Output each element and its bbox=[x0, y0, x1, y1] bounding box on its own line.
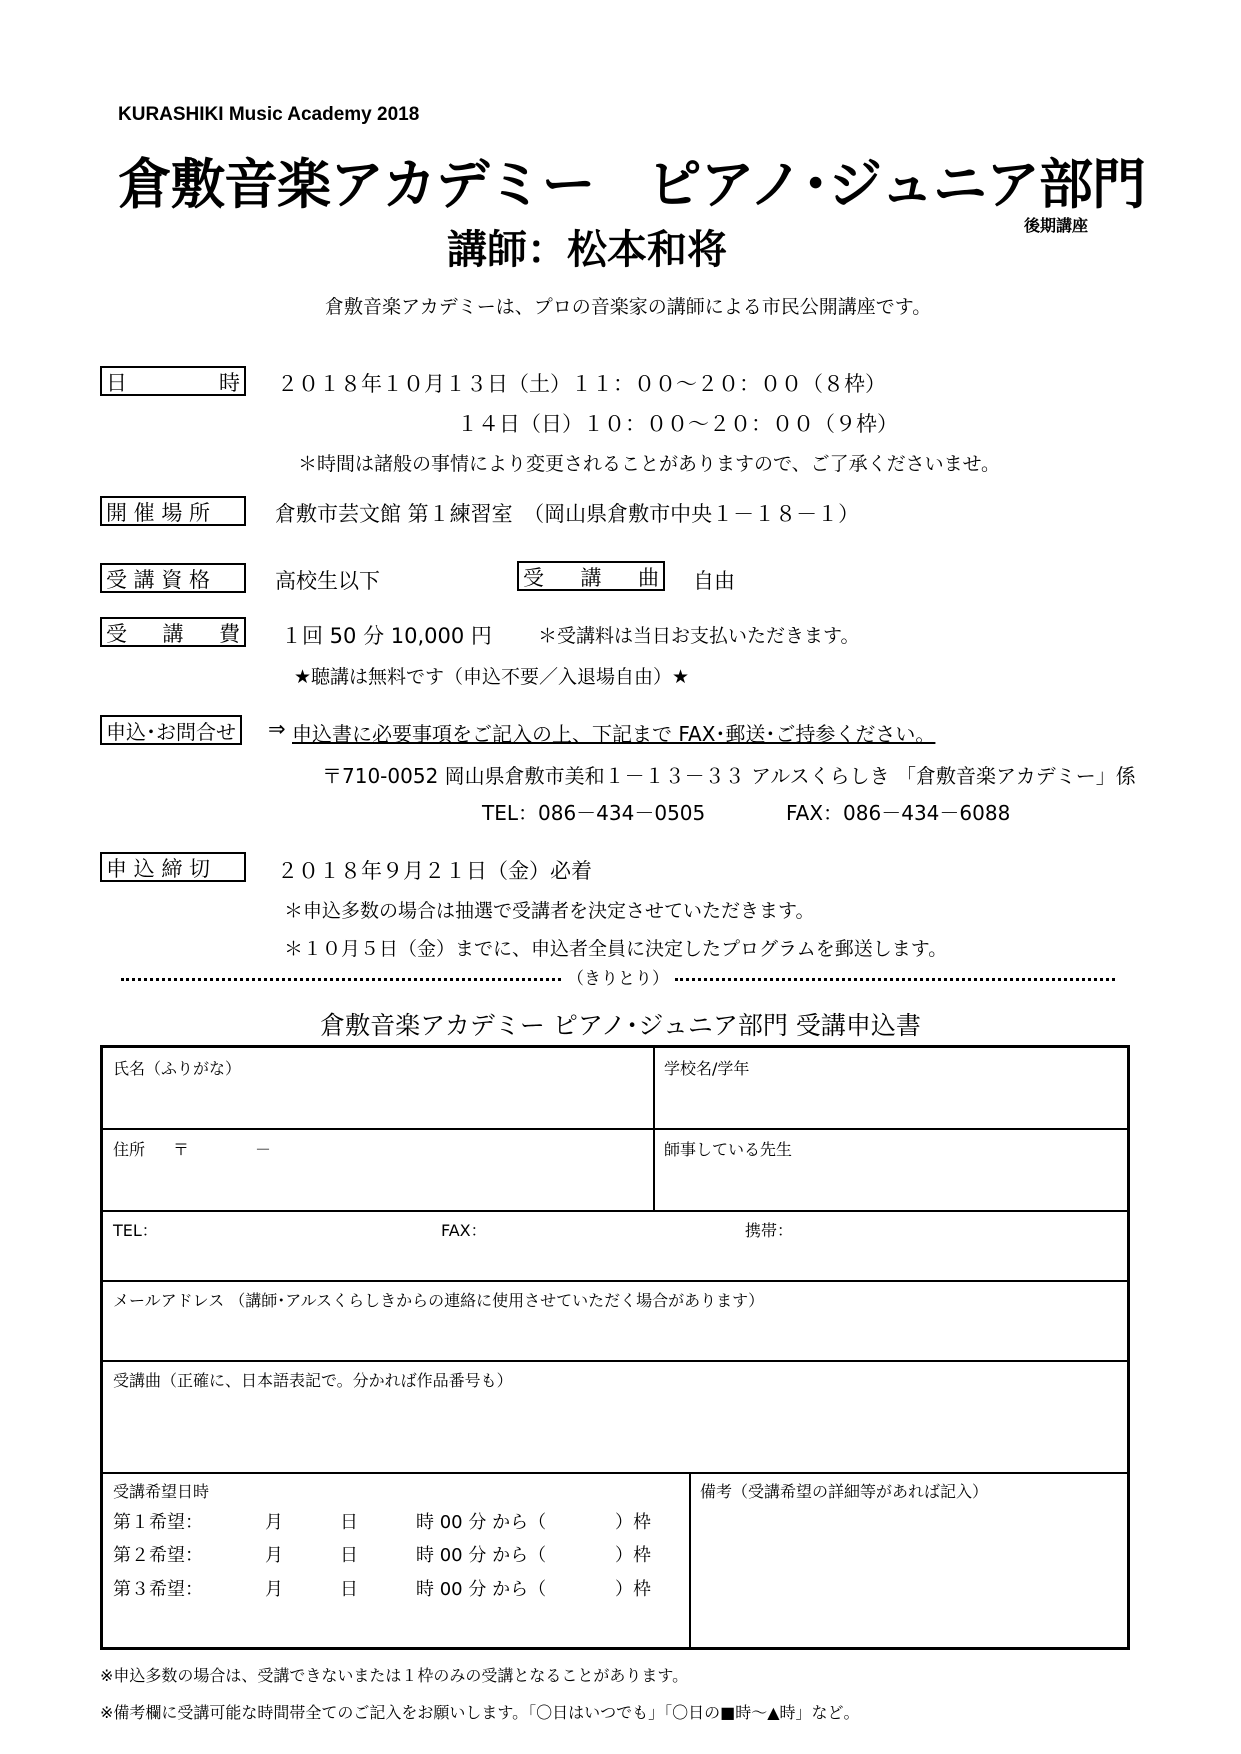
datetime-label-b: 時 bbox=[219, 371, 240, 395]
wish-title: 受講希望日時 bbox=[113, 1482, 210, 1501]
wish-3-label: 第３希望： bbox=[113, 1579, 203, 1600]
fee-note2: ★聴講は無料です（申込不要／入退場自由）★ bbox=[294, 666, 690, 688]
wish-3-day[interactable]: 日 bbox=[340, 1579, 358, 1600]
qualification-label: 受 講 資 格 bbox=[100, 563, 246, 593]
inquiry-fax: FAX：086－434－6088 bbox=[786, 801, 1011, 825]
qualification-text: 高校生以下 bbox=[275, 569, 380, 593]
fee-label-a: 受 bbox=[106, 622, 127, 646]
wish-3-frame[interactable]: ）枠 bbox=[615, 1579, 651, 1600]
name-field-label[interactable]: 氏名（ふりがな） bbox=[113, 1059, 242, 1078]
wish-1-time[interactable]: 時 00 分 から（ bbox=[416, 1512, 547, 1533]
wish-1-frame[interactable]: ）枠 bbox=[615, 1512, 651, 1533]
form-title: 倉敷音楽アカデミー ピアノ･ジュニア部門 受講申込書 bbox=[320, 1011, 921, 1040]
datetime-note: ＊時間は諸般の事情により変更されることがありますので、ご了承くださいませ。 bbox=[298, 453, 1001, 475]
intro-text: 倉敷音楽アカデミーは、プロの音楽家の講師による市民公開講座です。 bbox=[325, 296, 932, 318]
datetime-label-a: 日 bbox=[106, 371, 127, 395]
fee-label-b: 講 bbox=[162, 622, 184, 646]
piece-label bbox=[517, 561, 665, 591]
datetime-label bbox=[100, 366, 246, 396]
cut-label: （きりとり） bbox=[567, 969, 669, 989]
wish-2-time[interactable]: 時 00 分 から（ bbox=[416, 1545, 547, 1566]
piece-label-a: 受 bbox=[523, 566, 544, 590]
dotted-line-left bbox=[121, 978, 561, 981]
email-field-label[interactable]: メールアドレス （講師･アルスくらしきからの連絡に使用させていただく場合があります） bbox=[113, 1291, 765, 1310]
fee-label-c: 費 bbox=[219, 622, 240, 646]
address-field-label[interactable]: 住所 bbox=[113, 1140, 146, 1159]
form-col-divider-2 bbox=[689, 1472, 691, 1650]
remarks-field-label[interactable]: 備考（受講希望の詳細等があれば記入） bbox=[700, 1482, 989, 1501]
wish-3-time[interactable]: 時 00 分 から（ bbox=[416, 1579, 547, 1600]
wish-1-month[interactable]: 月 bbox=[265, 1512, 283, 1533]
form-row-divider-1 bbox=[103, 1128, 1127, 1130]
inquiry-tel: TEL：086－434－0505 bbox=[482, 801, 706, 825]
venue-label: 開 催 場 所 bbox=[100, 496, 246, 526]
deadline-text: ２０１８年９月２１日（金）必着 bbox=[277, 859, 592, 883]
wish-2-month[interactable]: 月 bbox=[265, 1545, 283, 1566]
lecturer-name: 講師：松本和将 bbox=[447, 227, 727, 273]
wish-2-frame[interactable]: ）枠 bbox=[615, 1545, 651, 1566]
deadline-note2: ＊１０月５日（金）までに、申込者全員に決定したプログラムを郵送します。 bbox=[284, 938, 948, 960]
fee-label bbox=[100, 617, 246, 647]
wish-2-label: 第２希望： bbox=[113, 1545, 203, 1566]
postal-dash: － bbox=[255, 1140, 272, 1159]
footnote-2: ※備考欄に受講可能な時間帯全てのご記入をお願いします。「〇日はいつでも」「〇日の■時～▲時」など。 bbox=[100, 1703, 860, 1722]
fee-note: ＊受講料は当日お支払いただきます。 bbox=[538, 625, 860, 647]
datetime-line2: １４日（日）１０：００～２０：００（９枠） bbox=[457, 412, 898, 436]
inquiry-arrow: ⇒ bbox=[268, 717, 286, 741]
piece-field-label[interactable]: 受講曲（正確に、日本語表記で。分かれば作品番号も） bbox=[113, 1371, 513, 1390]
english-title: KURASHIKI Music Academy 2018 bbox=[118, 104, 420, 125]
inquiry-text: 申込書に必要事項をご記入の上、下記まで FAX･郵送･ご持参ください。 bbox=[292, 722, 936, 746]
application-form bbox=[100, 1045, 1130, 1650]
form-row-divider-3 bbox=[103, 1280, 1127, 1282]
dotted-line-right bbox=[675, 978, 1115, 981]
cut-divider bbox=[98, 964, 1138, 989]
form-row-divider-5 bbox=[103, 1472, 1127, 1474]
form-row-divider-4 bbox=[103, 1360, 1127, 1362]
inquiry-label: 申込･お問合せ bbox=[100, 715, 242, 745]
main-title: 倉敷音楽アカデミー ピアノ･ジュニア部門 bbox=[118, 153, 1146, 216]
school-field-label[interactable]: 学校名/学年 bbox=[664, 1059, 750, 1078]
datetime-line1: ２０１８年１０月１３日（土）１１：００～２０：００（８枠） bbox=[277, 372, 886, 396]
form-row-divider-2 bbox=[103, 1210, 1127, 1212]
inquiry-address: 〒710-0052 岡山県倉敷市美和１－１３－３３ アルスくらしき 「倉敷音楽アカデミー」係 bbox=[322, 764, 1136, 788]
fax-field-label[interactable]: FAX： bbox=[441, 1221, 487, 1240]
tel-field-label[interactable]: TEL： bbox=[113, 1221, 158, 1240]
postal-mark: 〒 bbox=[173, 1140, 190, 1159]
piece-text: 自由 bbox=[693, 569, 735, 593]
deadline-note1: ＊申込多数の場合は抽選で受講者を決定させていただきます。 bbox=[284, 900, 815, 922]
deadline-label: 申 込 締 切 bbox=[100, 852, 246, 882]
mobile-field-label[interactable]: 携帯： bbox=[745, 1221, 794, 1240]
wish-1-label: 第１希望： bbox=[113, 1512, 203, 1533]
venue-text: 倉敷市芸文館 第１練習室 （岡山県倉敷市中央１－１８－１） bbox=[275, 502, 860, 526]
teacher-field-label[interactable]: 師事している先生 bbox=[664, 1140, 793, 1159]
wish-3-month[interactable]: 月 bbox=[265, 1579, 283, 1600]
wish-2-day[interactable]: 日 bbox=[340, 1545, 358, 1566]
wish-1-day[interactable]: 日 bbox=[340, 1512, 358, 1533]
piece-label-b: 講 bbox=[580, 566, 602, 590]
piece-label-c: 曲 bbox=[638, 566, 659, 590]
form-col-divider-1 bbox=[653, 1048, 655, 1210]
term-label: 後期講座 bbox=[1024, 216, 1089, 235]
footnote-1: ※申込多数の場合は、受講できないまたは１枠のみの受講となることがあります。 bbox=[100, 1666, 689, 1685]
fee-text: １回 50 分 10,000 円 bbox=[281, 624, 492, 648]
